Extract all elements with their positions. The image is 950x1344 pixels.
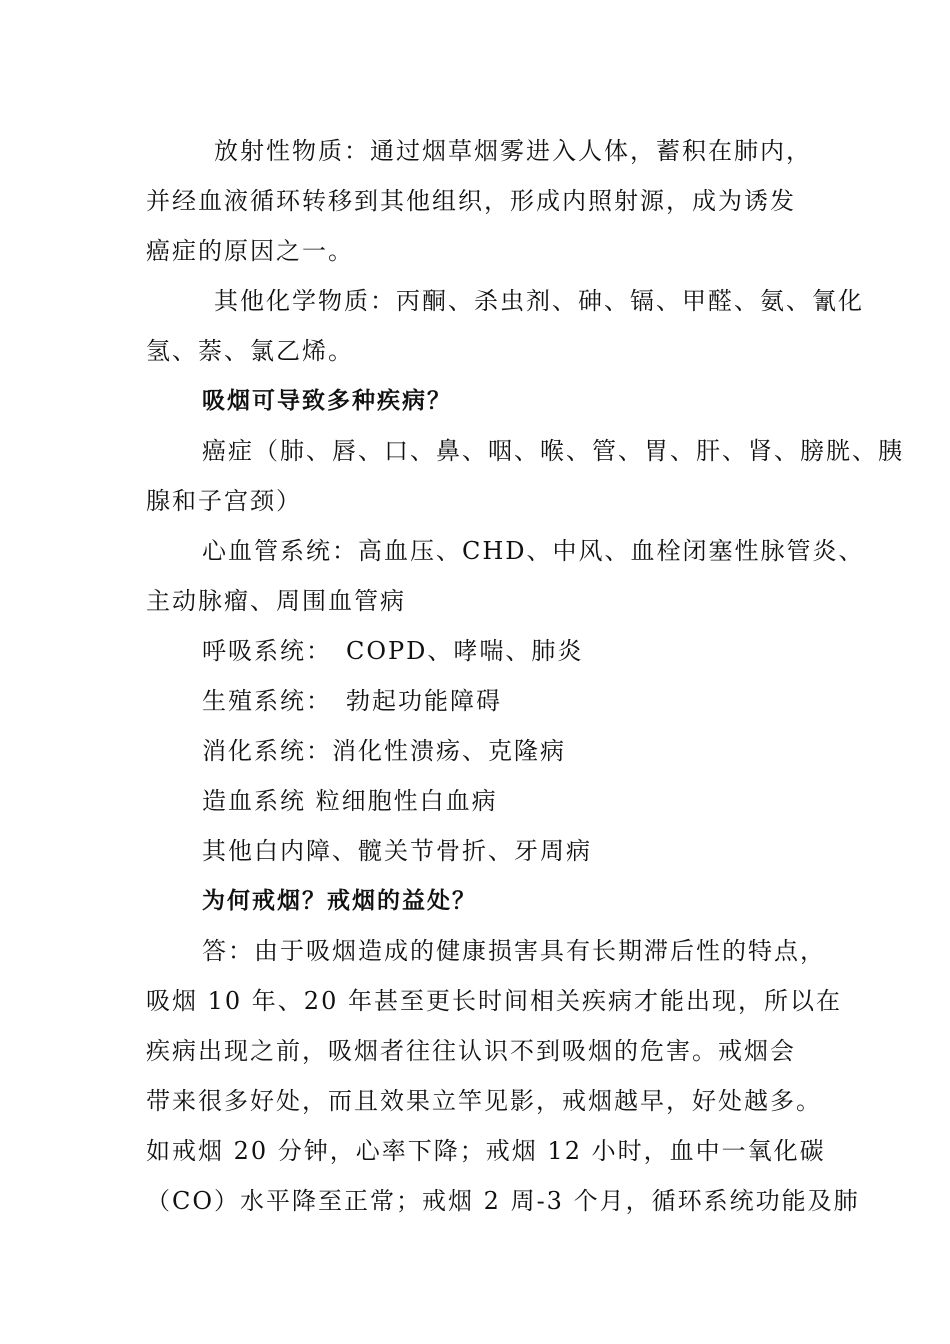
item-reproductive: 生殖系统： 勃起功能障碍 bbox=[202, 687, 502, 715]
paragraph-answer-line-1: 答：由于吸烟造成的健康损害具有长期滞后性的特点， bbox=[202, 937, 826, 965]
paragraph-answer-line-6: （CO）水平降至正常；戒烟 2 周-3 个月，循环系统功能及肺 bbox=[146, 1187, 860, 1215]
document-body bbox=[146, 126, 904, 1226]
paragraph-radioactive-line-3: 癌症的原因之一。 bbox=[146, 237, 354, 265]
paragraph-answer-line-4: 带来很多好处，而且效果立竿见影，戒烟越早，好处越多。 bbox=[146, 1087, 822, 1115]
item-hematopoietic: 造血系统 粒细胞性白血病 bbox=[202, 787, 498, 815]
item-other: 其他白内障、髋关节骨折、牙周病 bbox=[202, 837, 592, 865]
paragraph-answer-line-2: 吸烟 10 年、20 年甚至更长时间相关疾病才能出现，所以在 bbox=[146, 987, 842, 1015]
paragraph-radioactive-line-2: 并经血液循环转移到其他组织，形成内照射源，成为诱发 bbox=[146, 187, 796, 215]
paragraph-answer-line-5: 如戒烟 20 分钟，心率下降；戒烟 12 小时，血中一氧化碳 bbox=[146, 1137, 826, 1165]
heading-quit-benefits: 为何戒烟？戒烟的益处？ bbox=[202, 888, 477, 914]
paragraph-cancer-line-1: 癌症（肺、唇、口、鼻、咽、喉、管、胃、肝、肾、膀胱、胰 bbox=[202, 437, 904, 465]
paragraph-radioactive-line-1: 放射性物质：通过烟草烟雾进入人体，蓄积在肺内， bbox=[214, 137, 812, 165]
paragraph-answer-line-3: 疾病出现之前，吸烟者往往认识不到吸烟的危害。戒烟会 bbox=[146, 1037, 796, 1065]
paragraph-cancer-line-2: 腺和子宫颈） bbox=[146, 487, 302, 515]
paragraph-chemicals-line-1: 其他化学物质：丙酮、杀虫剂、砷、镉、甲醛、氨、氰化 bbox=[214, 287, 864, 315]
item-digestive: 消化系统：消化性溃疡、克隆病 bbox=[202, 737, 566, 765]
item-respiratory: 呼吸系统： COPD、哮喘、肺炎 bbox=[202, 637, 584, 665]
paragraph-chemicals-line-2: 氢、萘、氯乙烯。 bbox=[146, 337, 354, 365]
paragraph-cardio-line-1: 心血管系统：高血压、CHD、中风、血栓闭塞性脉管炎、 bbox=[202, 537, 865, 565]
heading-diseases: 吸烟可导致多种疾病？ bbox=[202, 388, 452, 414]
paragraph-cardio-line-2: 主动脉瘤、周围血管病 bbox=[146, 587, 406, 615]
